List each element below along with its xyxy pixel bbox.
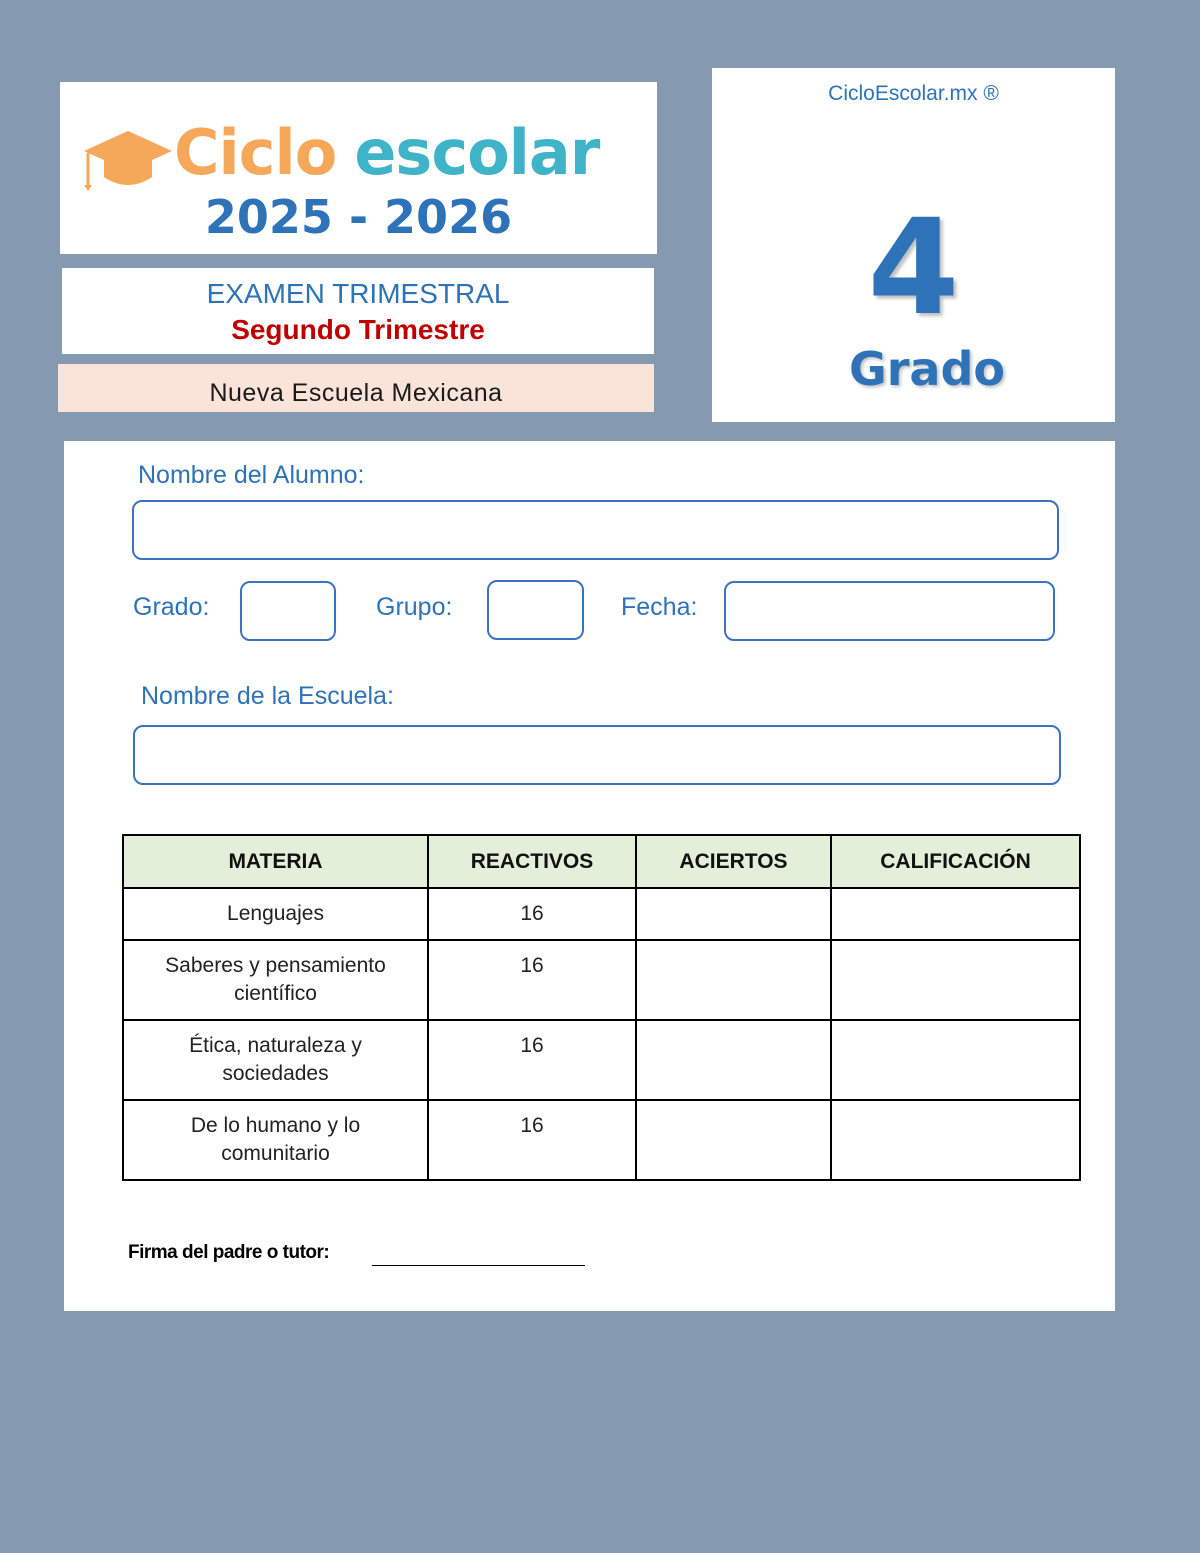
exam-period: Segundo Trimestre (231, 314, 485, 345)
items-cell: 16 (428, 1020, 636, 1100)
score-cell[interactable] (831, 888, 1080, 940)
col-header-aciertos: ACIERTOS (636, 835, 831, 888)
title-box (60, 82, 657, 254)
school-name-label: Nombre de la Escuela: (141, 682, 394, 710)
col-header-materia: MATERIA (123, 835, 428, 888)
table-header-row (123, 835, 1080, 888)
date-field-label: Fecha: (621, 593, 698, 621)
school-year: 2025 - 2026 (204, 190, 513, 244)
exam-type-box (62, 268, 654, 354)
col-header-reactivos: REACTIVOS (428, 835, 636, 888)
signature-line[interactable] (372, 1265, 585, 1266)
graduation-cap-icon (82, 113, 174, 191)
program-strip: Nueva Escuela Mexicana (58, 364, 654, 412)
student-name-field[interactable] (132, 500, 1059, 560)
subject-cell: Ética, naturaleza y sociedades (123, 1020, 428, 1100)
group-field-label: Grupo: (376, 593, 453, 621)
col-header-calificacion: CALIFICACIÓN (831, 835, 1080, 888)
brand-name-part2: escolar (354, 115, 600, 189)
grade-box (712, 68, 1115, 422)
date-field[interactable] (724, 581, 1055, 641)
score-cell[interactable] (831, 1100, 1080, 1180)
site-name: CicloEscolar.mx ® (828, 82, 999, 105)
grade-label: Grado (848, 342, 1005, 396)
correct-cell[interactable] (636, 1100, 831, 1180)
table-row (123, 1020, 1080, 1100)
grade-field-label: Grado: (133, 593, 210, 621)
table-row (123, 888, 1080, 940)
exam-type: EXAMEN TRIMESTRAL (206, 278, 510, 309)
school-name-field[interactable] (133, 725, 1061, 785)
correct-cell[interactable] (636, 940, 831, 1020)
brand-name-part1: Ciclo (174, 115, 337, 189)
group-field[interactable] (487, 580, 584, 640)
correct-cell[interactable] (636, 1020, 831, 1100)
correct-cell[interactable] (636, 888, 831, 940)
subject-cell: De lo humano y lo comunitario (123, 1100, 428, 1180)
signature-label: Firma del padre o tutor: (128, 1242, 330, 1263)
items-cell: 16 (428, 888, 636, 940)
student-form (64, 441, 1115, 1311)
grade-field[interactable] (240, 581, 336, 641)
grades-table (122, 834, 1081, 1181)
score-cell[interactable] (831, 1020, 1080, 1100)
items-cell: 16 (428, 1100, 636, 1180)
brand-logo (82, 112, 599, 192)
subject-cell: Lenguajes (123, 888, 428, 940)
table-row (123, 1100, 1080, 1180)
student-name-label: Nombre del Alumno: (138, 461, 365, 489)
items-cell: 16 (428, 940, 636, 1020)
table-row (123, 940, 1080, 1020)
score-cell[interactable] (831, 940, 1080, 1020)
subject-cell: Saberes y pensamiento científico (123, 940, 428, 1020)
grade-number: 4 (867, 191, 960, 345)
